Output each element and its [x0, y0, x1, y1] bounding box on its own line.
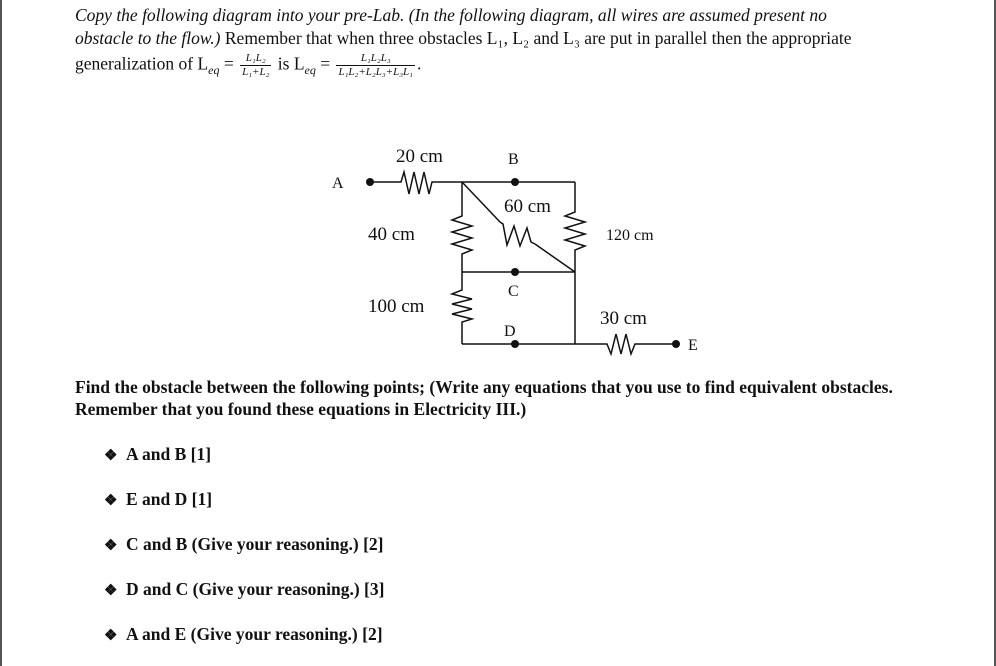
label-100cm: 100 cm — [368, 296, 425, 317]
task-item: ❖ E and D [1] — [104, 489, 213, 509]
task-item: ❖ D and C (Give your reasoning.) [3] — [104, 579, 385, 599]
label-e: E — [688, 337, 698, 354]
node-c-dot — [511, 268, 519, 276]
two-parallel-formula: $\frac{\text{L₁L₂}}{\text{L₁+L₂}}$ — [242, 52, 270, 78]
wire-diag-1 — [462, 182, 500, 222]
wire-diag-2 — [535, 244, 575, 272]
resistor-30cm — [605, 334, 676, 354]
resistor-40cm — [452, 212, 472, 272]
diamond-bullet-icon: ❖ — [104, 538, 118, 554]
intro-line-1: Copy the following diagram into your pre-Lab. (In the following diagram, all wires are assumed present no — [75, 5, 827, 25]
intro-line-2: obstacle to the flow.) Remember that when three obstacles L₁, L₂ and L₃ are put in parallel then the appropriate — [75, 28, 852, 48]
resistor-20cm — [397, 172, 462, 194]
label-30cm: 30 cm — [600, 308, 647, 329]
resistor-100cm — [452, 288, 472, 344]
task-item: ❖ A and E (Give your reasoning.) [2] — [104, 624, 383, 644]
diamond-bullet-icon: ❖ — [104, 448, 118, 464]
diamond-bullet-icon: ❖ — [104, 493, 118, 509]
label-60cm: 60 cm — [504, 196, 551, 217]
label-c: C — [508, 283, 519, 300]
node-d-dot — [511, 340, 519, 348]
label-40cm: 40 cm — [368, 224, 415, 245]
task-item: ❖ C and B (Give your reasoning.) [2] — [104, 534, 384, 554]
resistor-120cm — [565, 208, 585, 272]
label-120cm: 120 cm — [606, 227, 654, 244]
three-parallel-formula: $\frac{\text{L₁L₂L₃}}{\text{L₁L₂+L₂L₃+L₃L₁}}$ — [338, 52, 413, 78]
resistor-60cm — [500, 222, 535, 246]
label-b: B — [508, 151, 519, 168]
node-e-dot — [672, 340, 680, 348]
node-b-dot — [511, 178, 519, 186]
label-d: D — [504, 323, 516, 340]
label-20cm: 20 cm — [396, 146, 443, 167]
question-text: Find the obstacle between the following points; (Write any equations that you use to find equivalent obstacles. Remember that you found these equations in Electricity III.) — [75, 377, 893, 419]
node-a-dot — [366, 178, 374, 186]
diamond-bullet-icon: ❖ — [104, 583, 118, 599]
formula-line: generalization of $L_{eq}$ = $\frac{\text{L₁L₂}}{\text{L₁+L₂}}$ is $L_{eq}$ = $\frac{\text{L₁L₂L₃}}{\text{L₁L₂+L₂L₃+L₃L₁}}$ . — [75, 52, 422, 78]
diamond-bullet-icon: ❖ — [104, 628, 118, 644]
label-a: A — [332, 175, 344, 192]
task-item: ❖ A and B [1] — [104, 444, 212, 464]
